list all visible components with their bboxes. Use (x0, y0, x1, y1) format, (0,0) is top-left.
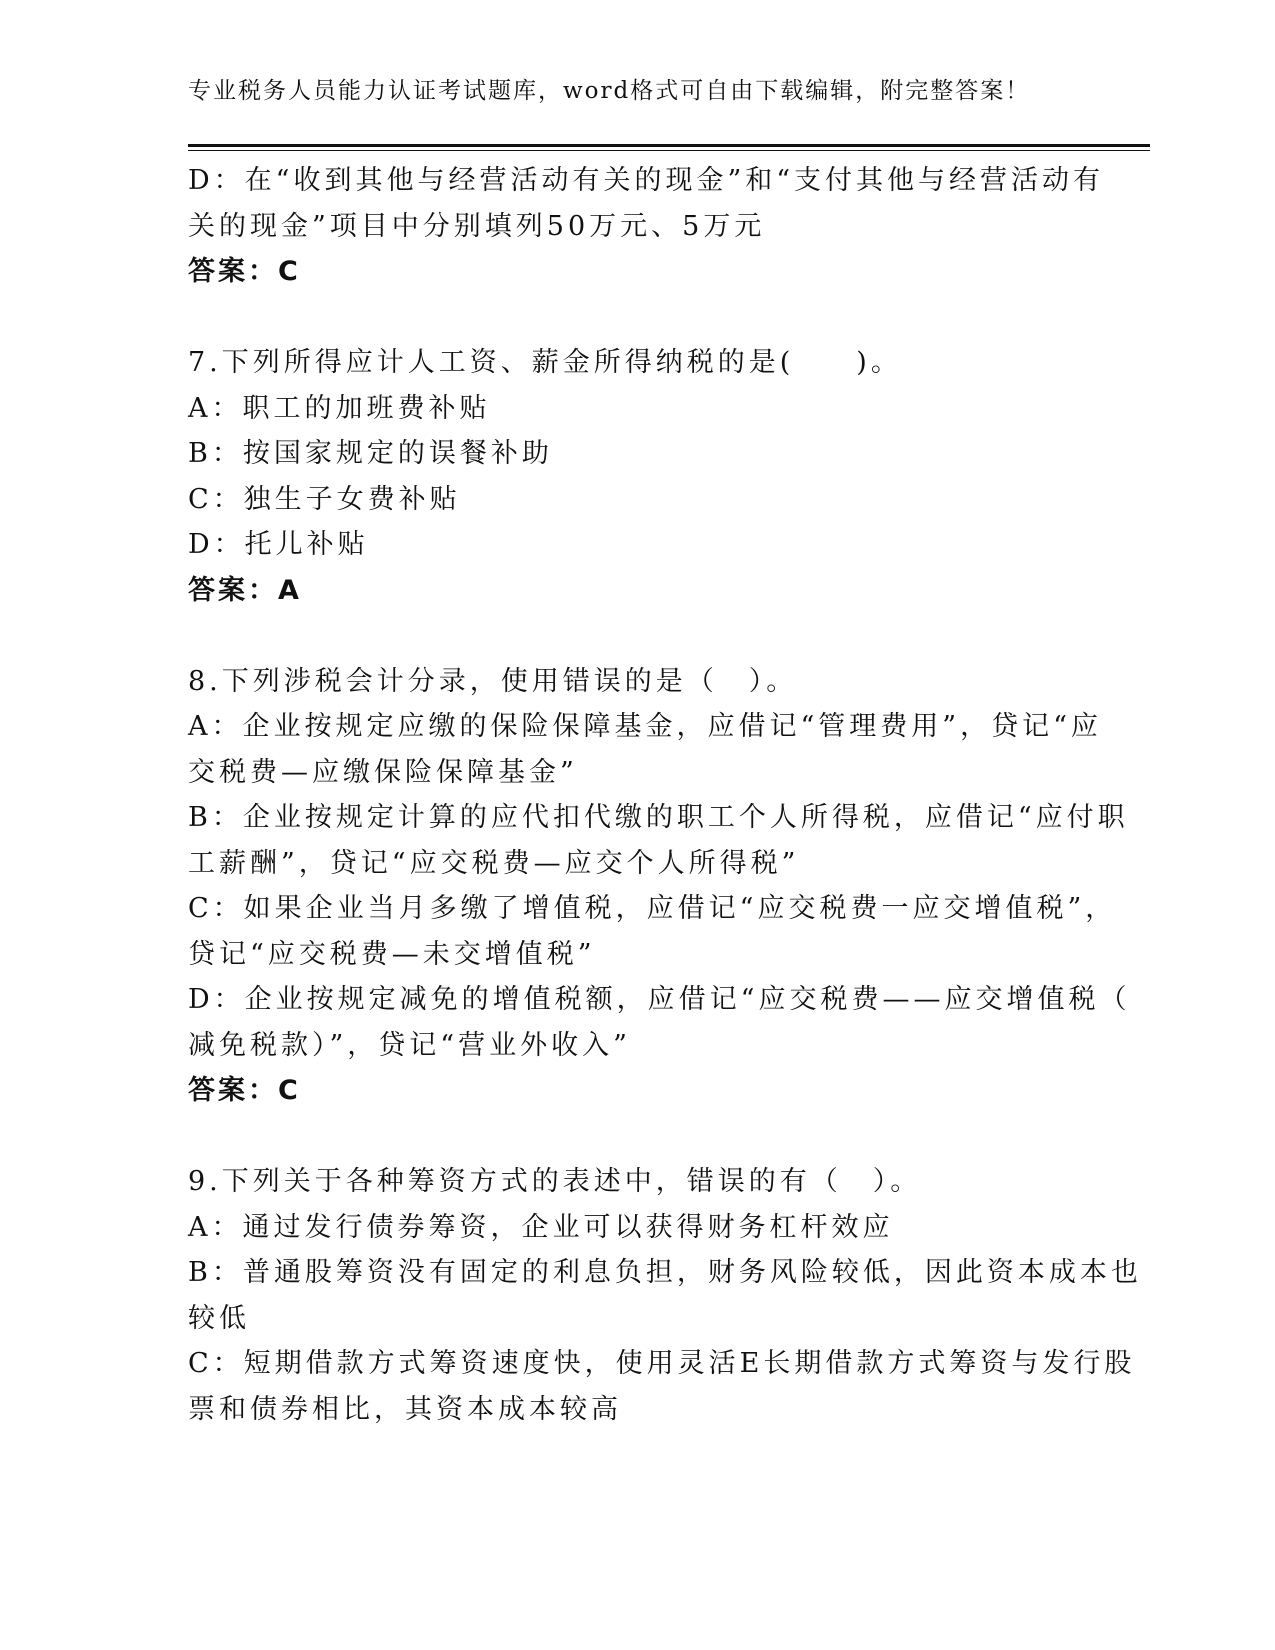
option-c-line-1: C：短期借款方式筹资速度快，使用灵活E长期借款方式筹资与发行股 (188, 1348, 1136, 1379)
option-a-line-1: A：企业按规定应缴的保险保障基金，应借记“管理费用”，贷记“应 (188, 711, 1102, 742)
question-7 (188, 340, 1088, 613)
previous-question-tail (188, 158, 1105, 295)
option-b-line-2: 较低 (188, 1302, 250, 1334)
question-stem: 7.下列所得应计人工资、薪金所得纳税的是( )。 (188, 347, 902, 378)
answer: 答案：C (188, 256, 301, 287)
option-a-line-2: 交税费—应缴保险保障基金” (188, 756, 578, 788)
answer: 答案：A (188, 574, 302, 606)
spacer (188, 613, 1088, 659)
option-b-line-1: B：企业按规定计算的应代扣代缴的职工个人所得税，应借记“应付职 (188, 802, 1129, 833)
option-d-line-1: D：在“收到其他与经营活动有关的现金”和“支付其他与经营活动有 (188, 165, 1105, 196)
option-d-line-2: 减免税款）”，贷记“营业外收入” (188, 1029, 631, 1061)
option-b-line-2: 工薪酬”，贷记“应交税费—应交个人所得税” (188, 847, 800, 879)
option-a: A：职工的加班费补贴 (188, 392, 491, 424)
option-b: B：按国家规定的误餐补助 (188, 438, 553, 469)
document-body (188, 158, 1142, 1432)
spacer (188, 1114, 1088, 1160)
option-d-line-2: 关的现金”项目中分别填列50万元、5万元 (188, 210, 766, 242)
spacer (188, 295, 1088, 341)
option-d: D：托儿补贴 (188, 529, 369, 560)
question-stem: 9.下列关于各种筹资方式的表述中，错误的有（ ）。 (188, 1166, 922, 1197)
question-9 (188, 1159, 1142, 1432)
option-c-line-2: 贷记“应交税费—未交增值税” (188, 938, 596, 970)
option-b-line-1: B：普通股筹资没有固定的利息负担，财务风险较低，因此资本成本也 (188, 1257, 1142, 1288)
answer: 答案：C (188, 1075, 301, 1106)
option-c: C：独生子女费补贴 (188, 483, 461, 515)
header-rule-thin (188, 150, 1150, 151)
header-rule-thick (188, 144, 1150, 147)
page-header: 专业税务人员能力认证考试题库，word格式可自由下载编辑，附完整答案！ (188, 78, 1031, 104)
option-a: A：通过发行债券筹资，企业可以获得财务杠杆效应 (188, 1211, 894, 1243)
option-c-line-2: 票和债券相比，其资本成本较高 (188, 1393, 622, 1425)
question-8 (188, 659, 1131, 1114)
option-c-line-1: C：如果企业当月多缴了增值税，应借记“应交税费一应交增值税”， (188, 893, 1117, 924)
question-stem: 8.下列涉税会计分录，使用错误的是（ ）。 (188, 665, 798, 697)
option-d-line-1: D：企业按规定减免的增值税额，应借记“应交税费——应交增值税（ (188, 984, 1131, 1015)
